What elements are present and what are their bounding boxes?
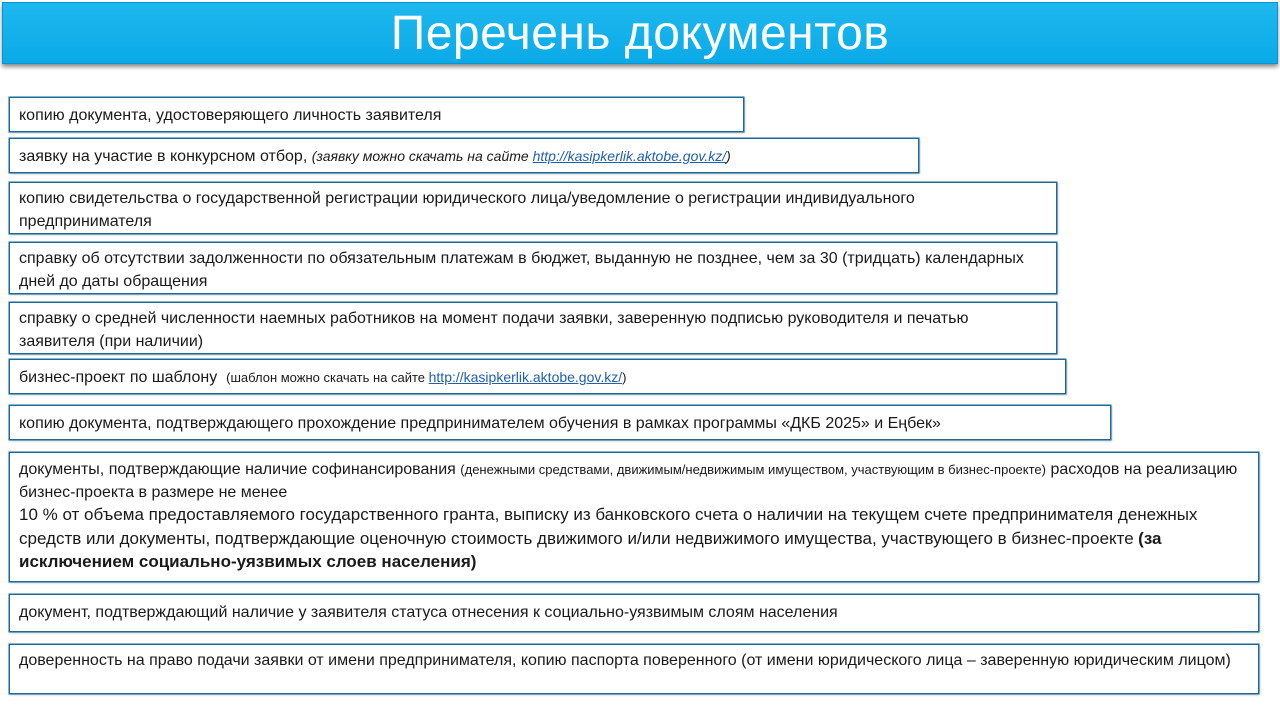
document-item-text: копию свидетельства о государственной регистрации юридического лица/уведомление о регистрации индивидуального предпринимателя bbox=[19, 190, 915, 230]
document-item-note-end: ) bbox=[622, 370, 627, 385]
document-item-text: документы, подтверждающие наличие софинансирования bbox=[19, 461, 456, 478]
document-item-text: справку об отсутствии задолженности по обязательным платежам в бюджет, выданную не позднее, чем за 30 (тридцать) календарных дней до даты обращения bbox=[19, 250, 1024, 290]
title-banner bbox=[2, 2, 1278, 64]
download-link[interactable]: http://kasipkerlik.aktobe.gov.kz/ bbox=[428, 369, 623, 385]
download-link[interactable]: http://kasipkerlik.aktobe.gov.kz/ bbox=[532, 148, 727, 164]
document-item-text: бизнес-проект по шаблону bbox=[19, 369, 218, 386]
document-item-6 bbox=[9, 359, 1066, 394]
document-item-note: (заявку можно скачать на сайте bbox=[311, 148, 533, 164]
document-item-8 bbox=[9, 452, 1259, 582]
document-item-text: доверенность на право подачи заявки от имени предпринимателя, копию паспорта поверенного (от имени юридического лица – заверенную юридическим лицом) bbox=[19, 652, 1231, 669]
document-item-note: (денежными средствами, движимым/недвижимым имуществом, участвующим в бизнес-проекте) bbox=[460, 462, 1046, 477]
document-item-5 bbox=[9, 302, 1057, 354]
document-item-text: справку о средней численности наемных работников на момент подачи заявки, заверенную подписью руководителя и печатью заявителя (при наличии) bbox=[19, 310, 969, 350]
document-item-text: расходов на реализацию бизнес-проекта в размере не менее bbox=[19, 461, 1238, 501]
document-item-7 bbox=[9, 405, 1111, 440]
document-item-1 bbox=[9, 97, 744, 132]
document-item-note-end: ) bbox=[726, 148, 731, 164]
document-item-text: копию документа, подтверждающего прохождение предпринимателем обучения в рамках программы «ДКБ 2025» и Еңбек» bbox=[19, 415, 941, 432]
document-item-text: заявку на участие в конкурсном отбор, bbox=[19, 148, 308, 165]
page-title: Перечень документов bbox=[390, 6, 890, 60]
document-item-10 bbox=[9, 644, 1259, 694]
document-item-text: документ, подтверждающий наличие у заявителя статуса отнесения к социально-уязвимым слоям населения bbox=[19, 604, 838, 621]
document-item-2 bbox=[9, 138, 919, 173]
document-item-note: (шаблон можно скачать на сайте bbox=[226, 370, 429, 385]
document-item-text: копию документа, удостоверяющего личность заявителя bbox=[19, 107, 442, 124]
document-item-9 bbox=[9, 594, 1259, 632]
document-item-bold-text: (за исключением социально-уязвимых слоев населения) bbox=[19, 528, 1162, 571]
document-item-text: 10 % от объема предоставляемого государственного гранта, выписку из банковского счета о наличии на текущем счете предпринимателя денежных средств или документы, подтверждающие оценочную стоимость движимого и/или недвижимого имущества, участвующего в бизнес-проекте bbox=[19, 505, 1198, 548]
document-item-3 bbox=[9, 182, 1057, 234]
document-item-4 bbox=[9, 242, 1057, 294]
